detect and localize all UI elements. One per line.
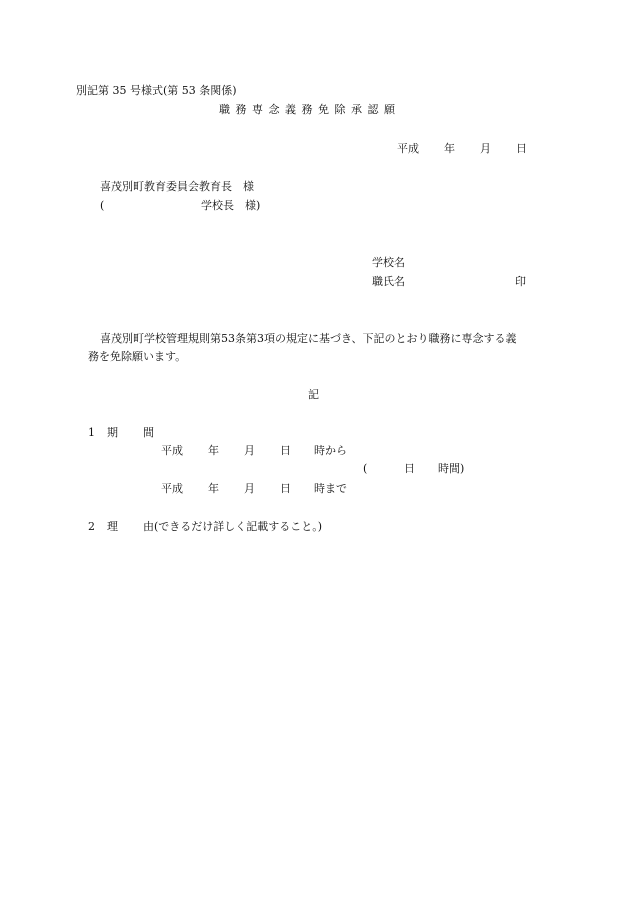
to-suffix: 時まで xyxy=(314,482,347,495)
duration-hours: 時間) xyxy=(438,462,465,475)
section2-label-a: 理 xyxy=(107,520,118,533)
to-day-unit: 日 xyxy=(280,482,291,495)
from-day-unit: 日 xyxy=(280,444,291,457)
from-year-unit: 年 xyxy=(208,444,219,457)
duration-day-unit: 日 xyxy=(404,462,415,475)
duration-open: ( xyxy=(363,462,368,475)
form-header: 別記第 35 号様式(第 53 条関係) xyxy=(76,84,237,97)
ki-heading: 記 xyxy=(308,388,319,401)
section1-number: 1 xyxy=(88,426,95,439)
body-line1: 喜茂別町学校管理規則第53条第3項の規定に基づき、下記のとおり職務に専念する義 xyxy=(100,332,517,345)
from-month-unit: 月 xyxy=(244,444,255,457)
position-name-label: 職氏名 xyxy=(372,275,405,288)
to-month-unit: 月 xyxy=(244,482,255,495)
school-name-label: 学校名 xyxy=(372,256,405,269)
date-day-unit: 日 xyxy=(516,142,527,155)
document-title: 職務専念義務免除承認願 xyxy=(219,103,401,116)
seal-mark: 印 xyxy=(515,275,526,288)
section1-label-a: 期 xyxy=(107,426,118,439)
addressee-line1: 喜茂別町教育委員会教育長 様 xyxy=(100,180,254,193)
section1-label-b: 間 xyxy=(143,426,154,439)
date-era: 平成 xyxy=(397,142,419,155)
addressee-line2-open: ( xyxy=(100,199,105,212)
date-month-unit: 月 xyxy=(480,142,491,155)
to-year-unit: 年 xyxy=(208,482,219,495)
body-line2: 務を免除願います。 xyxy=(88,350,187,363)
to-era: 平成 xyxy=(161,482,183,495)
section2-number: 2 xyxy=(88,520,95,533)
date-year-unit: 年 xyxy=(444,142,455,155)
from-suffix: 時から xyxy=(314,444,347,457)
from-era: 平成 xyxy=(161,444,183,457)
section2-label-b: 由(できるだけ詳しく記載すること。) xyxy=(143,520,323,533)
addressee-line2-text: 学校長 様) xyxy=(201,199,261,212)
